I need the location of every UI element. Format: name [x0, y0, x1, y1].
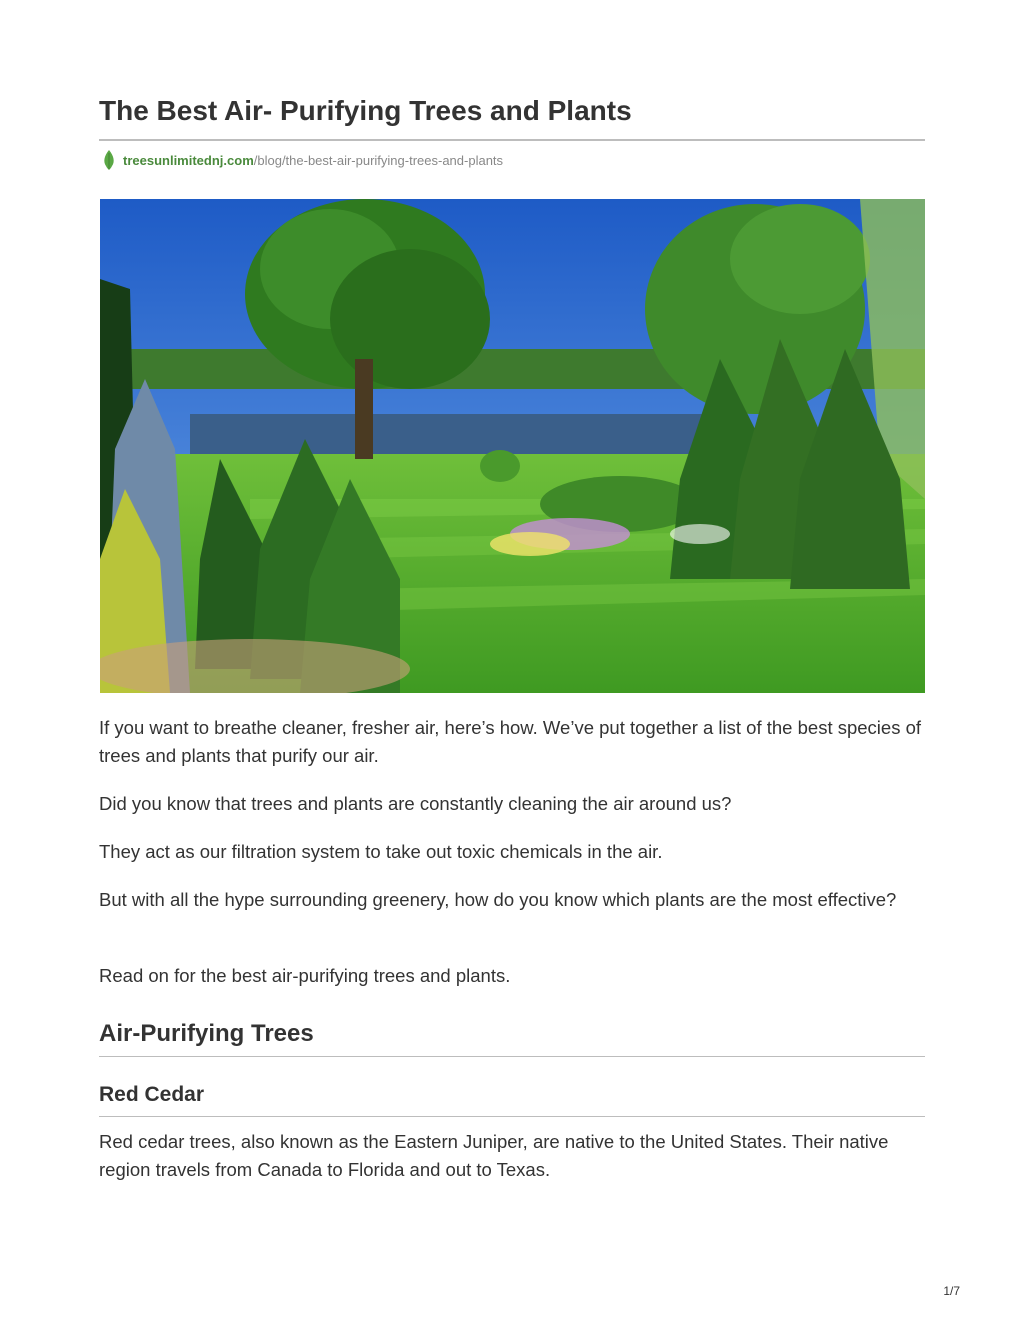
section-heading-air-purifying-trees: Air-Purifying Trees — [99, 1020, 314, 1047]
paragraph-5: Read on for the best air-purifying trees and plants. — [99, 965, 511, 986]
source-domain-link[interactable]: treesunlimitednj.com — [123, 152, 254, 168]
paragraph-4: But with all the hype surrounding greenery, how do you know which plants are the most effective? — [99, 889, 897, 910]
subsection-divider — [99, 1116, 925, 1117]
red-cedar-paragraph: Red cedar trees, also known as the Eastern Juniper, are native to the United States. Their native region travels from Canada to Florida and out to Texas. — [99, 1131, 889, 1180]
page-number: 1/7 — [943, 1284, 960, 1298]
leaf-icon — [103, 150, 115, 170]
subsection-heading-red-cedar: Red Cedar — [99, 1083, 205, 1106]
hero-image-garden — [100, 199, 925, 693]
source-line — [103, 150, 503, 170]
paragraph-2: Did you know that trees and plants are constantly cleaning the air around us? — [99, 793, 732, 814]
intro-paragraph: If you want to breathe cleaner, fresher air, here’s how. We’ve put together a list of the best species of trees and plants that purify our air. — [99, 717, 922, 766]
section-divider — [99, 1056, 925, 1057]
title-divider — [99, 139, 925, 141]
source-path-link[interactable]: /blog/the-best-air-purifying-trees-and-plants — [253, 152, 504, 168]
paragraph-3: They act as our filtration system to take out toxic chemicals in the air. — [99, 841, 663, 862]
page-title: The Best Air- Purifying Trees and Plants — [99, 95, 632, 126]
